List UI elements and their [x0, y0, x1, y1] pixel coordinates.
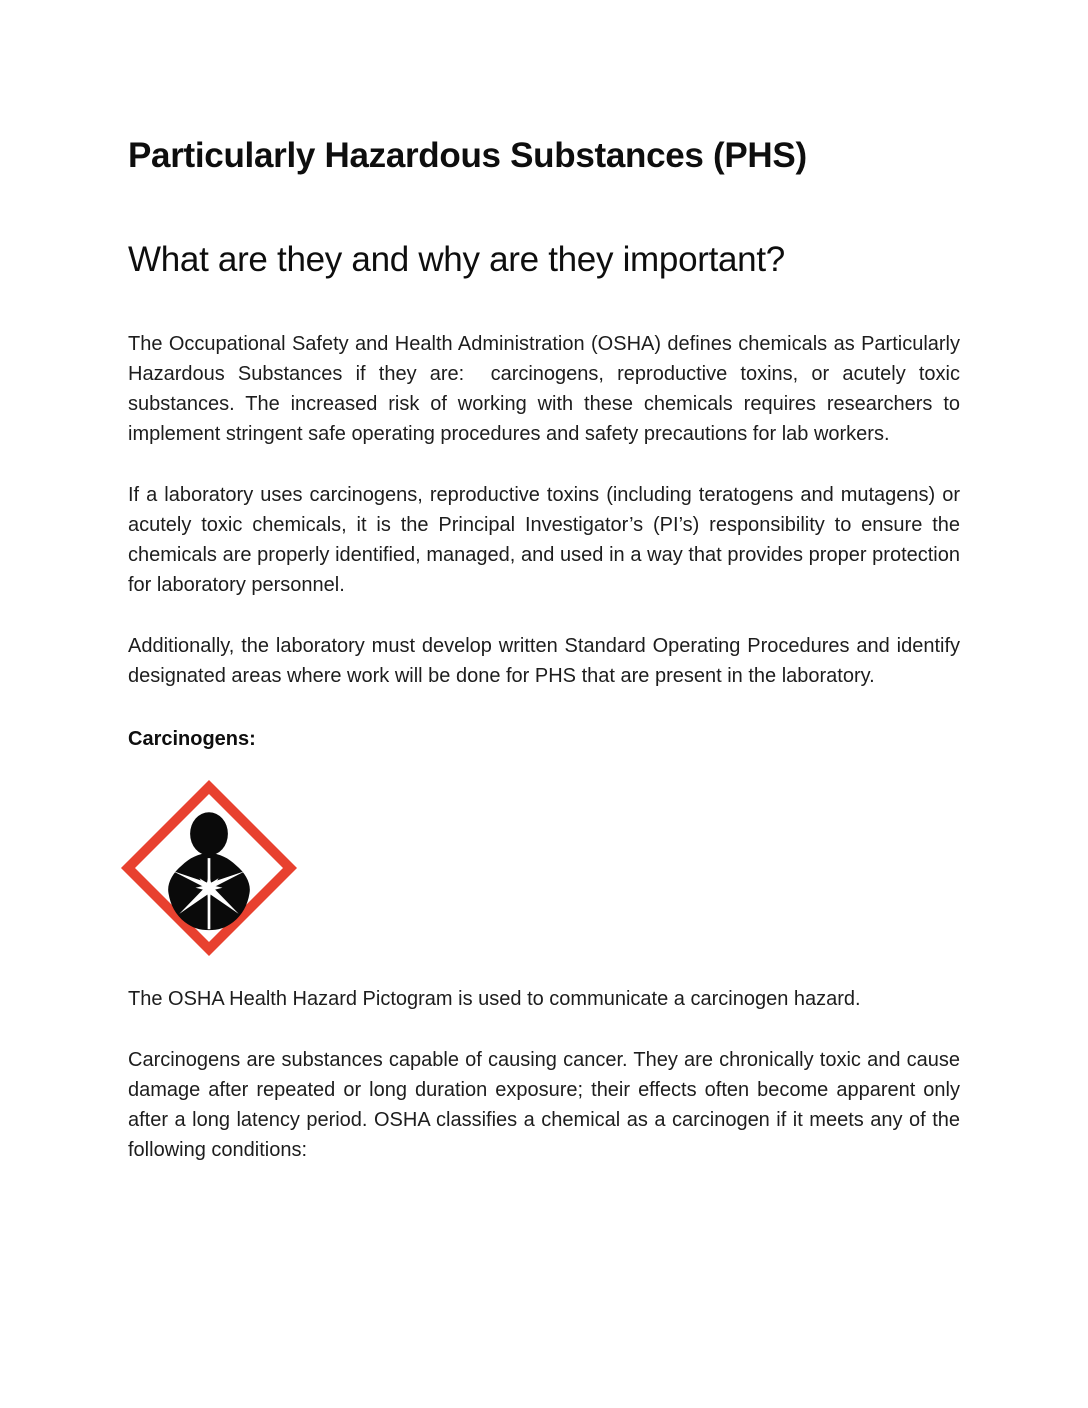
pictogram-caption: The OSHA Health Hazard Pictogram is used to communicate a carcinogen hazard.	[128, 988, 861, 1010]
section-heading-carcinogens: Carcinogens:	[128, 728, 256, 750]
paragraph-carcinogens-definition: Carcinogens are substances capable of causing cancer. They are chronically toxic and cause damage after repeated or long duration exposure; their effects often become apparent only after a long latency period. OSHA classifies a chemical as a carcinogen if it meets any of the following conditions:	[128, 1049, 960, 1161]
health-hazard-icon	[119, 778, 299, 958]
paragraph-osha-definition: The Occupational Safety and Health Administration (OSHA) defines chemicals as Particularly Hazardous Substances if they are: carcinogens, reproductive toxins, or acutely toxic substances. The increased risk of working with these chemicals requires researchers to implement stringent safe operating procedures and safety precautions for lab workers.	[128, 333, 960, 445]
document-subtitle: What are they and why are they important?	[128, 240, 785, 279]
ghs-health-hazard-pictogram	[119, 778, 299, 958]
paragraph-sop-requirement: Additionally, the laboratory must develop written Standard Operating Procedures and identify designated areas where work will be done for PHS that are present in the laboratory.	[128, 635, 960, 687]
document-title: Particularly Hazardous Substances (PHS)	[128, 136, 807, 175]
paragraph-pi-responsibility: If a laboratory uses carcinogens, reproductive toxins (including teratogens and mutagens) or acutely toxic chemicals, it is the Principal Investigator’s (PI’s) responsibility to ensure the chemicals are properly identified, managed, and used in a way that provides proper protection for laboratory personnel.	[128, 484, 960, 596]
